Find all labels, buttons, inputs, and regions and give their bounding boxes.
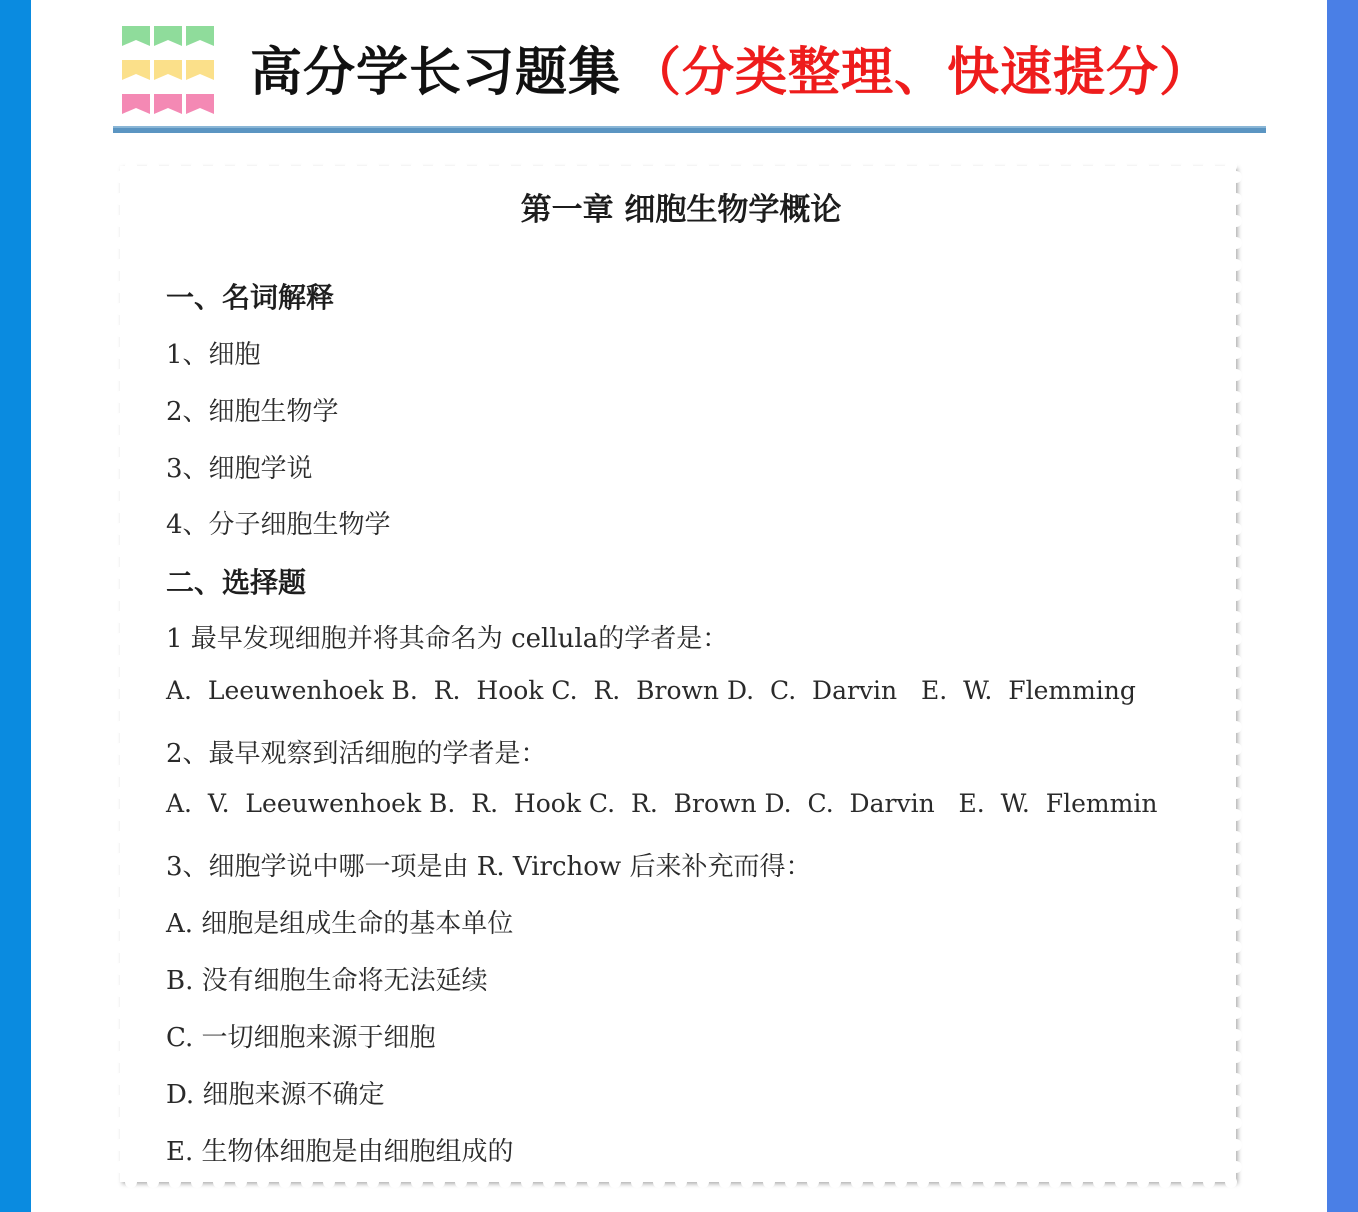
question-3-option-e: E. 生物体细胞是由细胞组成的 (166, 1137, 514, 1167)
stamp-edge-notch (389, 160, 401, 172)
stamp-edge-notch (1181, 160, 1193, 172)
stamp-edge-notch (114, 237, 126, 249)
stamp-edge-notch (521, 160, 533, 172)
section-heading-terms: 一、名词解释 (166, 281, 335, 314)
stamp-edge-notch (675, 160, 687, 172)
stamp-edge-notch (114, 1007, 126, 1019)
stamp-edge-notch (114, 809, 126, 821)
stamp-edge-notch (114, 347, 126, 359)
stamp-edge-notch (609, 160, 621, 172)
stamp-edge-notch (114, 677, 126, 689)
stamp-edge-notch (1071, 160, 1083, 172)
stamp-edge-notch (114, 435, 126, 447)
stamp-edge-notch (114, 413, 126, 425)
stamp-edge-notch (114, 523, 126, 535)
stamp-edge-notch (114, 545, 126, 557)
stamp-edge-notch (114, 633, 126, 645)
stamp-edge-notch (235, 160, 247, 172)
stamp-edge-notch (323, 160, 335, 172)
question-2: 2、最早观察到活细胞的学者是： (166, 739, 547, 769)
stamp-edge-notch (1093, 160, 1105, 172)
chapter-title: 第一章 细胞生物学概论 (520, 192, 842, 228)
stamp-edge-notch (301, 160, 313, 172)
stamp-edge-notch (114, 831, 126, 843)
worksheet-page (126, 172, 1236, 1178)
stamp-edge-notch (279, 160, 291, 172)
stamp-edge-notch (873, 160, 885, 172)
stamp-edge-notch (191, 160, 203, 172)
stamp-edge-notch (213, 160, 225, 172)
stamp-edge-notch (741, 160, 753, 172)
stamp-edge-notch (114, 1161, 126, 1173)
stamp-edge-notch (114, 743, 126, 755)
stamp-edge-notch (114, 787, 126, 799)
stamp-edge-notch (477, 160, 489, 172)
stamp-edge-notch (719, 160, 731, 172)
stamp-edge-notch (147, 160, 159, 172)
bunting-flags-icon (120, 24, 220, 120)
stamp-edge-notch (114, 369, 126, 381)
stamp-edge-notch (895, 160, 907, 172)
stamp-edge-notch (1203, 160, 1215, 172)
stamp-edge-notch (125, 160, 137, 172)
stamp-edge-notch (1049, 160, 1061, 172)
term-item: 3、细胞学说 (166, 454, 313, 484)
stamp-edge-notch (1027, 160, 1039, 172)
stamp-edge-notch (114, 567, 126, 579)
stamp-edge-notch (1005, 160, 1017, 172)
right-color-stripe (1327, 0, 1358, 1212)
stamp-edge-notch (114, 457, 126, 469)
stamp-edge-notch (1115, 160, 1127, 172)
stamp-edge-notch (961, 160, 973, 172)
stamp-edge-notch (114, 501, 126, 513)
stamp-edge-notch (114, 325, 126, 337)
question-2-options: A. V. Leeuwenhoek B. R. Hook C. R. Brown D. C. Darvin E. W. Flemmin (166, 789, 1158, 818)
stamp-edge-notch (114, 259, 126, 271)
stamp-edge-notch (114, 589, 126, 601)
stamp-edge-notch (114, 215, 126, 227)
stamp-edge-notch (114, 765, 126, 777)
stamp-edge-notch (829, 160, 841, 172)
stamp-edge-notch (114, 611, 126, 623)
question-3-option-d: D. 细胞来源不确定 (166, 1080, 385, 1110)
collection-title: 高分学长习题集 (250, 42, 622, 103)
question-3: 3、细胞学说中哪一项是由 R. Virchow 后来补充而得： (166, 852, 812, 882)
stamp-edge-notch (411, 160, 423, 172)
stamp-edge-notch (114, 303, 126, 315)
stamp-edge-notch (851, 160, 863, 172)
stamp-edge-notch (114, 1139, 126, 1151)
stamp-edge-notch (1137, 160, 1149, 172)
question-1: 1 最早发现细胞并将其命名为 cellula的学者是： (166, 624, 729, 654)
stamp-edge-notch (114, 1073, 126, 1085)
stamp-edge-notch (653, 160, 665, 172)
stamp-edge-notch (114, 941, 126, 953)
stamp-edge-notch (1159, 160, 1171, 172)
stamp-edge-notch (169, 160, 181, 172)
stamp-edge-notch (114, 479, 126, 491)
stamp-edge-notch (257, 160, 269, 172)
stamp-edge-notch (114, 655, 126, 667)
stamp-edge-notch (114, 985, 126, 997)
question-3-option-a: A. 细胞是组成生命的基本单位 (166, 909, 514, 939)
question-1-options: A. Leeuwenhoek B. R. Hook C. R. Brown D. C. Darvin E. W. Flemming (166, 676, 1136, 705)
stamp-edge-notch (114, 1095, 126, 1107)
stamp-edge-notch (983, 160, 995, 172)
stamp-edge-notch (807, 160, 819, 172)
header-title (250, 32, 1212, 102)
question-3-option-b: B. 没有细胞生命将无法延续 (166, 966, 488, 996)
stamp-edge-notch (763, 160, 775, 172)
stamp-edge-notch (939, 160, 951, 172)
stamp-edge-notch (565, 160, 577, 172)
stamp-edge-notch (114, 897, 126, 909)
stamp-edge-notch (114, 699, 126, 711)
stamp-edge-notch (631, 160, 643, 172)
stamp-edge-notch (114, 853, 126, 865)
stamp-edge-notch (114, 1051, 126, 1063)
stamp-edge-notch (114, 875, 126, 887)
stamp-edge-notch (114, 721, 126, 733)
stamp-edge-notch (114, 1117, 126, 1129)
stamp-edge-notch (114, 391, 126, 403)
term-item: 4、分子细胞生物学 (166, 510, 391, 540)
stamp-edge-notch (114, 171, 126, 183)
stamp-edge-notch (114, 281, 126, 293)
term-item: 1、细胞 (166, 340, 261, 370)
collection-subtitle: （分类整理、快速提分） (629, 42, 1213, 103)
stamp-edge-notch (114, 963, 126, 975)
stamp-edge-notch (367, 160, 379, 172)
stamp-edge-notch (114, 193, 126, 205)
stamp-edge-notch (543, 160, 555, 172)
header-divider (113, 126, 1266, 133)
stamp-edge-notch (785, 160, 797, 172)
stamp-edge-notch (455, 160, 467, 172)
stamp-edge-notch (697, 160, 709, 172)
question-3-option-c: C. 一切细胞来源于细胞 (166, 1023, 436, 1053)
term-item: 2、细胞生物学 (166, 397, 339, 427)
stamp-edge-notch (1225, 160, 1237, 172)
stamp-edge-notch (917, 160, 929, 172)
stamp-edge-notch (433, 160, 445, 172)
stamp-edge-notch (114, 1029, 126, 1041)
left-color-stripe (0, 0, 31, 1212)
stamp-edge-notch (587, 160, 599, 172)
stamp-edge-notch (345, 160, 357, 172)
stamp-edge-notch (114, 919, 126, 931)
section-heading-choice: 二、选择题 (166, 566, 307, 599)
stamp-edge-notch (499, 160, 511, 172)
